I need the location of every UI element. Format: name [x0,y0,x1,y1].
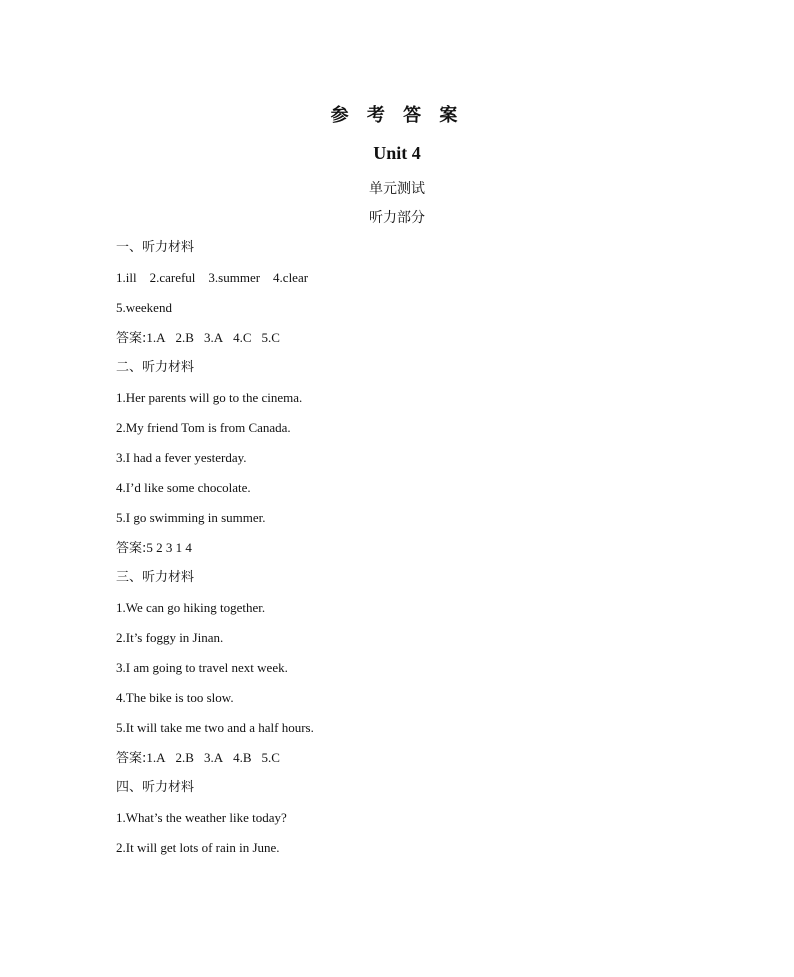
section-1-line-2: 5.weekend [116,300,172,315]
section-3-line-1: 1.We can go hiking together. [116,600,266,615]
section-2-line-2: 2.My friend Tom is from Canada. [116,420,291,435]
page-title: 参 考 答 案 [330,105,464,126]
section-2-line-4: 4.I’d like some chocolate. [116,480,251,495]
answer-item: 2.B [175,750,194,765]
answer-item: 4.B [233,750,252,765]
unit-heading: Unit 4 [373,143,421,163]
section-4-line-2: 2.It will get lots of rain in June. [116,840,280,855]
answer-label: 答案: [116,541,147,556]
section-3-answer [116,748,716,778]
answer-order: 5 2 3 1 4 [146,540,192,555]
section-3-heading: 三、听力材料 [116,570,195,585]
answer-item: 4.C [233,330,252,345]
section-4-heading: 四、听力材料 [116,780,195,795]
answer-item: 1.A [146,750,166,765]
answer-label: 答案: [116,331,147,346]
section-2-line-3: 3.I had a fever yesterday. [116,450,247,465]
section-title-unit-test: 单元测试 [369,181,425,197]
section-2-line-5: 5.I go swimming in summer. [116,510,266,525]
answer-item: 5.C [261,750,280,765]
section-1-heading: 一、听力材料 [116,240,195,255]
section-3-line-2: 2.It’s foggy in Jinan. [116,630,224,645]
answer-item: 5.C [261,330,280,345]
answer-item: 2.B [175,330,194,345]
answer-body [116,238,716,868]
section-2-heading: 二、听力材料 [116,360,195,375]
section-1-line-1: 1.ill 2.careful 3.summer 4.clear [116,270,309,285]
section-3-line-4: 4.The bike is too slow. [116,690,234,705]
answer-label: 答案: [116,751,147,766]
section-3-line-3: 3.I am going to travel next week. [116,660,288,675]
answer-item: 1.A [146,330,166,345]
answer-item: 3.A [203,330,224,345]
section-3-line-5: 5.It will take me two and a half hours. [116,720,314,735]
section-title-listening: 听力部分 [369,210,425,226]
section-2-line-1: 1.Her parents will go to the cinema. [116,390,303,405]
section-2-answer [116,538,716,568]
section-1-answer [116,328,716,358]
answer-item: 3.A [203,750,224,765]
section-4-line-1: 1.What’s the weather like today? [116,810,287,825]
